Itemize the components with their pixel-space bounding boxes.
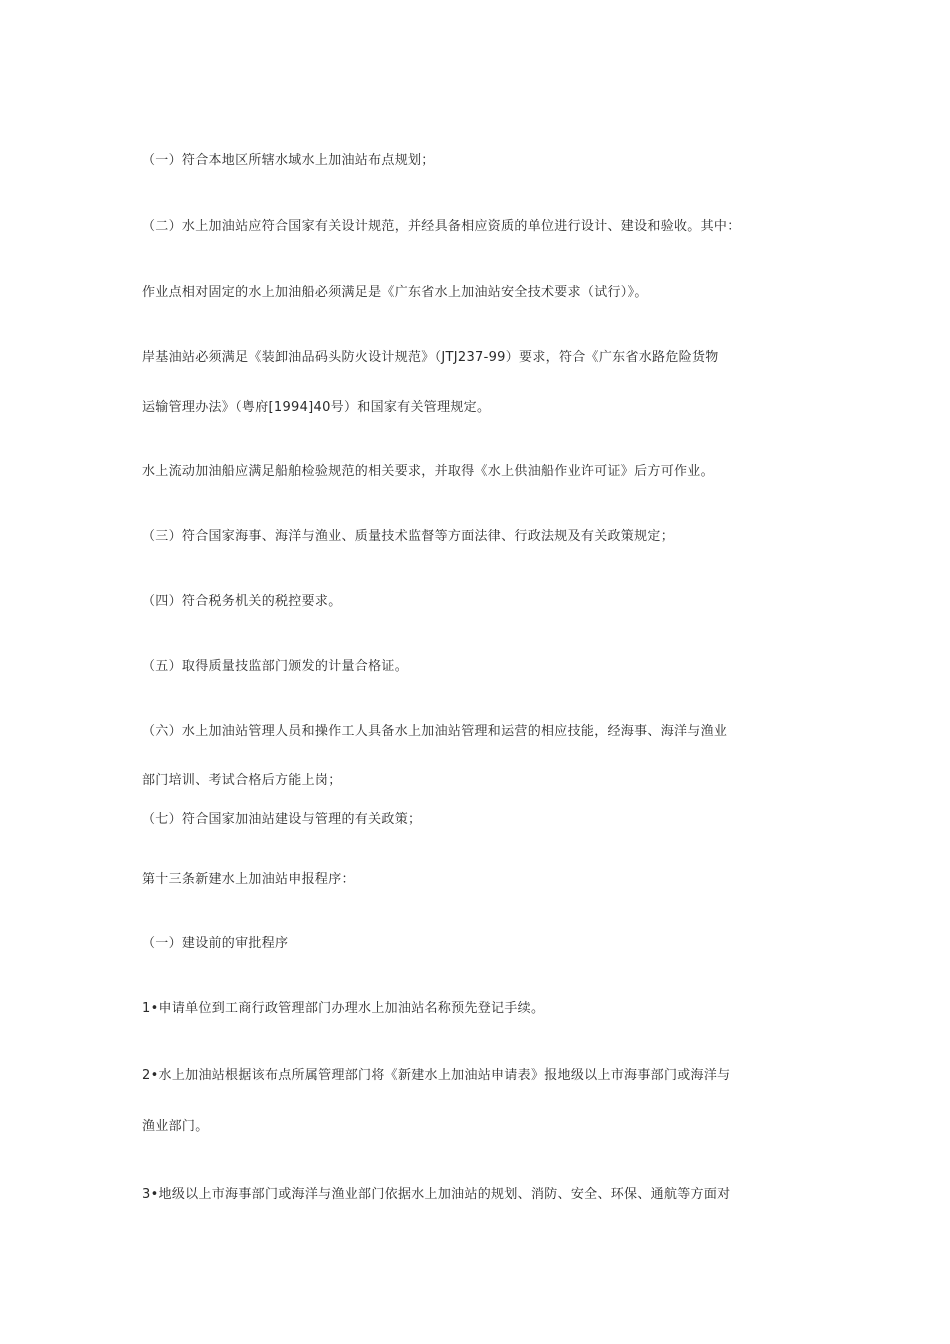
paragraph-line: 运输管理办法》（粤府[1994]40号）和国家有关管理规定。	[142, 400, 491, 415]
list-item: 3•地级以上市海事部门或海洋与渔业部门依据水上加油站的规划、消防、安全、环保、通航等方面对	[142, 1187, 731, 1202]
paragraph-line: （一）建设前的审批程序	[142, 936, 289, 951]
paragraph-line: （五）取得质量技监部门颁发的计量合格证。	[142, 659, 409, 674]
paragraph-line: （六）水上加油站管理人员和操作工人具备水上加油站管理和运营的相应技能，经海事、海洋与渔业	[142, 724, 728, 739]
paragraph-line: （七）符合国家加油站建设与管理的有关政策；	[142, 812, 422, 827]
paragraph-line: 岸基油站必须满足《装卸油品码头防火设计规范》（JTJ237-99）要求，符合《广东省水路危险货物	[142, 350, 719, 365]
list-item: 1•申请单位到工商行政管理部门办理水上加油站名称预先登记手续。	[142, 1001, 545, 1016]
section-heading: 第十三条新建水上加油站申报程序：	[142, 872, 355, 887]
paragraph-line: 水上流动加油船应满足船舶检验规范的相关要求，并取得《水上供油船作业许可证》后方可作业。	[142, 464, 714, 479]
paragraph-line: 作业点相对固定的水上加油船必须满足是《广东省水上加油站安全技术要求（试行）》。	[142, 285, 648, 300]
paragraph-line: （二）水上加油站应符合国家有关设计规范，并经具备相应资质的单位进行设计、建设和验收。其中：	[142, 219, 741, 234]
paragraph-line: （四）符合税务机关的税控要求。	[142, 594, 342, 609]
paragraph-line: （一）符合本地区所辖水域水上加油站布点规划；	[142, 153, 435, 168]
paragraph-line: 部门培训、考试合格后方能上岗；	[142, 773, 342, 788]
paragraph-line: 渔业部门。	[142, 1119, 209, 1134]
paragraph-line: （三）符合国家海事、海洋与渔业、质量技术监督等方面法律、行政法规及有关政策规定；	[142, 529, 675, 544]
list-item: 2•水上加油站根据该布点所属管理部门将《新建水上加油站申请表》报地级以上市海事部门或海洋与	[142, 1068, 731, 1083]
